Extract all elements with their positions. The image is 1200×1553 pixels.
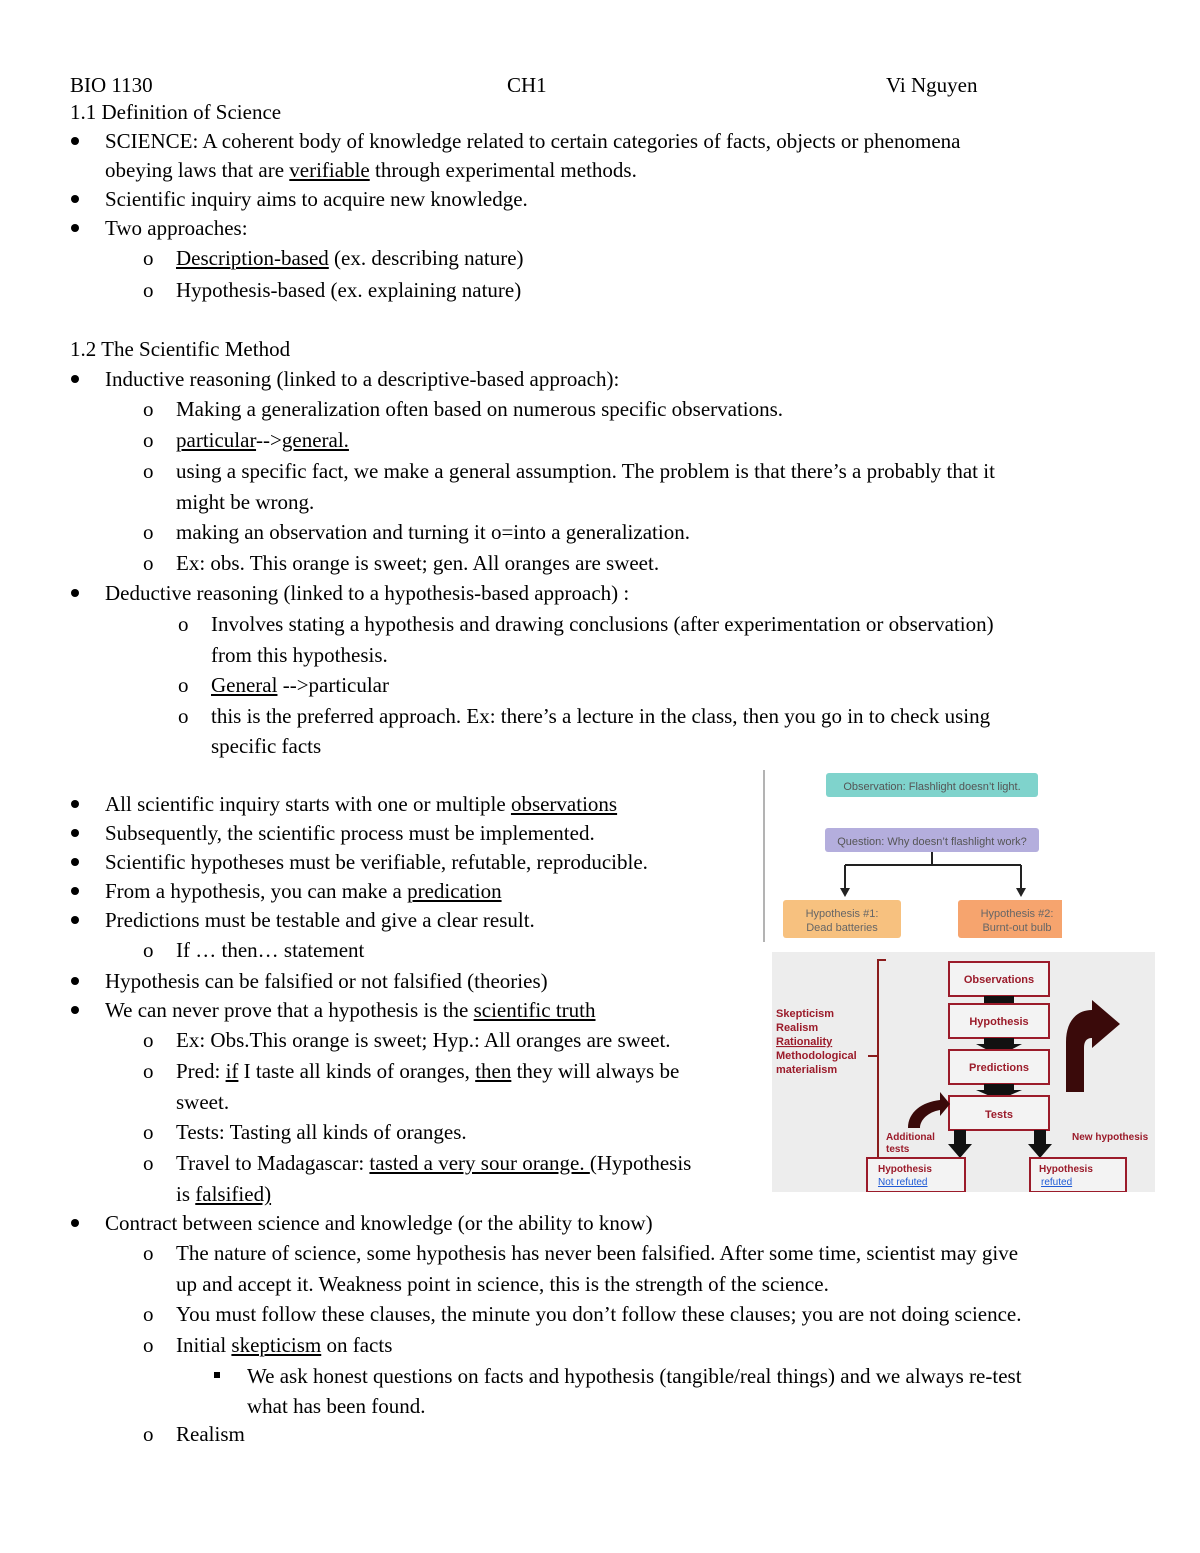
skepticism-item: Initial skepticism on facts [176, 1333, 393, 1357]
circle-bullet-icon: o [143, 428, 154, 452]
travel-item-line1: Travel to Madagascar: tasted a very sour orange. (Hypothesis [176, 1151, 692, 1175]
if-then-item: If … then… statement [176, 938, 365, 962]
deductive-reasoning: Deductive reasoning (linked to a hypothesis-based approach) : [105, 581, 630, 605]
circle-bullet-icon: o [178, 673, 189, 697]
circle-bullet-icon: o [143, 1028, 154, 1052]
nature-item-line1: The nature of science, some hypothesis has never been falsified. After some time, scientist may give [176, 1241, 1019, 1265]
hypothesis-2-title: Hypothesis #2: [980, 908, 1054, 920]
science-definition-line1: SCIENCE: A coherent body of knowledge related to certain categories of facts, objects or phenomena [105, 129, 961, 153]
hypothesis-2-text: Burnt-out bulb [982, 922, 1052, 934]
pred-item-line2: sweet. [176, 1090, 230, 1114]
new-hypothesis-label: New hypothesis [1072, 1132, 1149, 1143]
observation-label: Observation: Flashlight doesn’t light. [843, 781, 1021, 793]
additional-tests-label-1: Additional [886, 1132, 935, 1143]
nature-item-line2: up and accept it. Weakness point in science, this is the strength of the science. [176, 1272, 829, 1296]
arrow-down-icon [840, 888, 850, 897]
author-name: Vi Nguyen [886, 73, 978, 97]
bullet-icon [71, 829, 79, 837]
bullet-icon [71, 224, 79, 232]
deductive-item-2: General -->particular [211, 673, 390, 697]
inductive-item-5: Ex: obs. This orange is sweet; gen. All oranges are sweet. [176, 551, 660, 575]
principle-realism: Realism [776, 1022, 819, 1034]
principle-rationality: Rationality [776, 1036, 833, 1048]
circle-bullet-icon: o [143, 938, 154, 962]
hypothesis-1-title: Hypothesis #1: [805, 908, 879, 920]
bullet-icon [71, 137, 79, 145]
circle-bullet-icon: o [143, 551, 154, 575]
hypothesis-based-item: Hypothesis-based (ex. explaining nature) [176, 278, 522, 302]
principle-methodological: Methodological [776, 1050, 857, 1062]
refuted-label: refuted [1041, 1177, 1073, 1188]
bullet-icon [71, 589, 79, 597]
square-bullet-icon [214, 1372, 220, 1378]
observations-label: Observations [963, 974, 1035, 986]
description-based-item: Description-based (ex. describing nature) [176, 246, 524, 270]
bullet-icon [71, 858, 79, 866]
observations-item: All scientific inquiry starts with one or multiple observations [105, 792, 618, 816]
circle-bullet-icon: o [143, 520, 154, 544]
contract-item: Contract between science and knowledge (or the ability to know) [105, 1211, 653, 1235]
clauses-item: You must follow these clauses, the minute you don’t follow these clauses; you are not doing science. [176, 1302, 1022, 1326]
course-code: BIO 1130 [70, 73, 153, 97]
circle-bullet-icon: o [143, 397, 154, 421]
principle-skepticism: Skepticism [776, 1008, 835, 1020]
bullet-icon [71, 1006, 79, 1014]
never-prove-item: We can never prove that a hypothesis is the scientific truth [105, 998, 596, 1022]
circle-bullet-icon: o [143, 1151, 154, 1175]
circle-bullet-icon: o [143, 1120, 154, 1144]
inductive-item-3-line1: using a specific fact, we make a general assumption. The problem is that there’s a probably that it [176, 459, 995, 483]
not-refuted-title: Hypothesis [878, 1164, 932, 1175]
circle-bullet-icon: o [178, 704, 189, 728]
inductive-item-2: particular-->general. [176, 428, 349, 452]
flashlight-flowchart [762, 770, 1062, 945]
circle-bullet-icon: o [143, 1333, 154, 1357]
hypothesis-1-text: Dead batteries [806, 922, 878, 934]
circle-bullet-icon: o [143, 1241, 154, 1265]
scientific-method-diagram [772, 952, 1155, 1192]
deductive-item-1-line1: Involves stating a hypothesis and drawing conclusions (after experimentation or observation) [211, 612, 994, 636]
not-refuted-label: Not refuted [878, 1177, 928, 1188]
realism-item: Realism [176, 1422, 245, 1446]
deductive-item-1-line2: from this hypothesis. [211, 643, 388, 667]
circle-bullet-icon: o [143, 246, 154, 270]
circle-bullet-icon: o [143, 278, 154, 302]
section-1-1-title: 1.1 Definition of Science [70, 100, 282, 124]
bullet-icon [71, 887, 79, 895]
honest-item-line1: We ask honest questions on facts and hypothesis (tangible/real things) and we always re-test [247, 1364, 1022, 1388]
predictions-label: Predictions [969, 1062, 1029, 1074]
inductive-item-3-line2: might be wrong. [176, 490, 315, 514]
question-label: Question: Why doesn’t flashlight work? [837, 836, 1027, 848]
inductive-reasoning: Inductive reasoning (linked to a descriptive-based approach): [105, 367, 620, 391]
deductive-item-3-line1: this is the preferred approach. Ex: there’s a lecture in the class, then you go in to check using [211, 704, 991, 728]
circle-bullet-icon: o [143, 1422, 154, 1446]
bullet-icon [71, 916, 79, 924]
arrow-down-icon [1016, 888, 1026, 897]
tests-item: Tests: Tasting all kinds of oranges. [176, 1120, 467, 1144]
inductive-item-1: Making a generalization often based on numerous specific observations. [176, 397, 784, 421]
science-definition-line2: obeying laws that are verifiable through experimental methods. [105, 158, 637, 182]
hypothesis-label: Hypothesis [969, 1016, 1029, 1028]
pred-item-line1: Pred: if I taste all kinds of oranges, then they will always be [176, 1059, 680, 1083]
refuted-title: Hypothesis [1039, 1164, 1093, 1175]
approaches-text: Two approaches: [105, 216, 248, 240]
additional-tests-label-2: tests [886, 1144, 910, 1155]
chapter-label: CH1 [507, 73, 547, 97]
inductive-item-4: making an observation and turning it o=into a generalization. [176, 520, 690, 544]
bullet-icon [71, 375, 79, 383]
verifiable-item: Scientific hypotheses must be verifiable, refutable, reproducible. [105, 850, 648, 874]
deductive-item-3-line2: specific facts [211, 734, 322, 758]
circle-bullet-icon: o [178, 612, 189, 636]
falsified-item: Hypothesis can be falsified or not falsified (theories) [105, 969, 548, 993]
testable-item: Predictions must be testable and give a clear result. [105, 908, 535, 932]
bullet-icon [71, 800, 79, 808]
bullet-icon [71, 1219, 79, 1227]
circle-bullet-icon: o [143, 1059, 154, 1083]
inquiry-text: Scientific inquiry aims to acquire new knowledge. [105, 187, 528, 211]
travel-item-line2: is falsified) [176, 1182, 272, 1206]
bullet-icon [71, 195, 79, 203]
principle-materialism: materialism [776, 1064, 838, 1076]
section-1-2-title: 1.2 The Scientific Method [70, 337, 291, 361]
bullet-icon [71, 977, 79, 985]
example-item: Ex: Obs.This orange is sweet; Hyp.: All oranges are sweet. [176, 1028, 671, 1052]
tests-label: Tests [985, 1109, 1013, 1121]
circle-bullet-icon: o [143, 1302, 154, 1326]
circle-bullet-icon: o [143, 459, 154, 483]
subsequently-item: Subsequently, the scientific process must be implemented. [105, 821, 595, 845]
prediction-item: From a hypothesis, you can make a predication [105, 879, 502, 903]
honest-item-line2: what has been found. [247, 1394, 426, 1418]
